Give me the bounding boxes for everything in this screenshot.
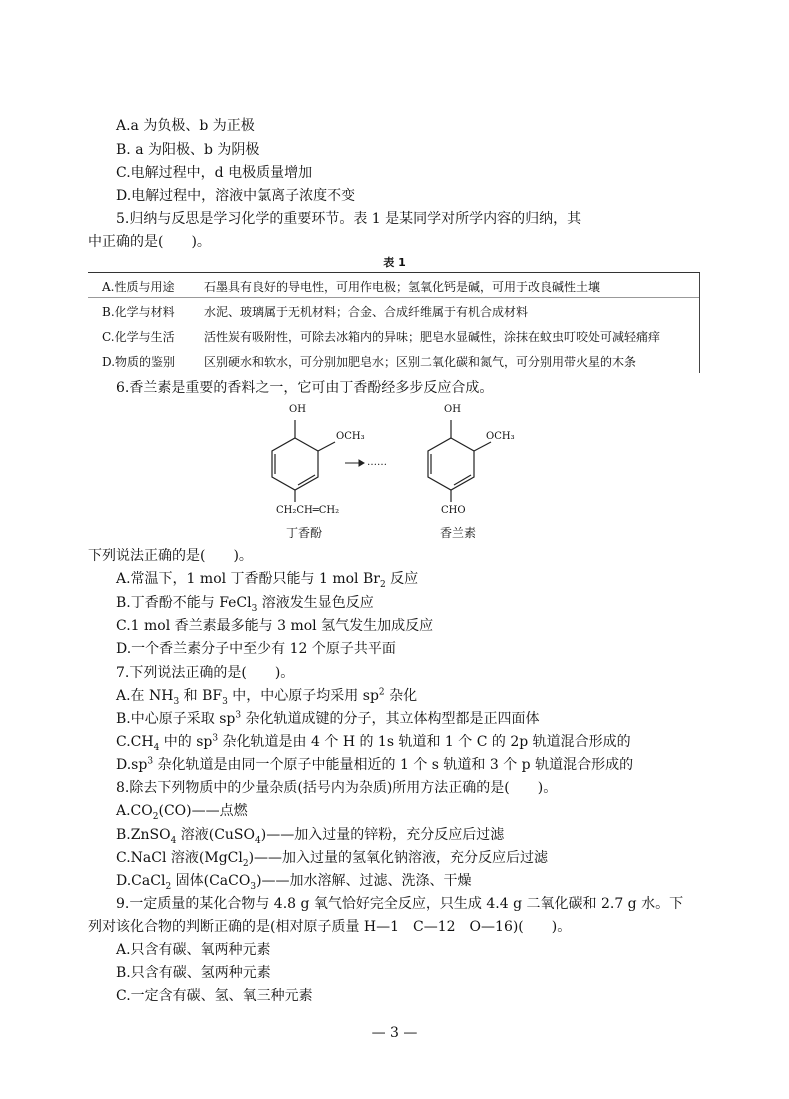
eugenol-name: 丁香酚 <box>286 526 323 540</box>
vanillin-name: 香兰素 <box>440 526 477 540</box>
table-row-b-topic: B.化学与材料 <box>102 305 175 319</box>
q8-stem: 8.除去下列物质中的少量杂质(括号内为杂质)所用方法正确的是( )。 <box>116 780 558 796</box>
q4-option-a: A.a 为负极、b 为正极 <box>116 118 255 134</box>
q6-option-b: B.丁香酚不能与 FeCl$_3$ 溶液发生显色反应 <box>116 595 374 614</box>
q6-option-a: A.常温下，1 mol 丁香酚只能与 1 mol $Br_2$ 反应 <box>116 571 419 590</box>
eugenol-substituent-label: CH₂CH═CH₂ <box>276 505 340 516</box>
q9-option-c: C.一定含有碳、氢、氧三种元素 <box>116 988 313 1004</box>
table-row-a-content: 石墨具有良好的导电性，可用作电极；氢氧化钙是碱，可用于改良碱性土壤 <box>204 280 601 294</box>
q4-option-d: D.电解过程中，溶液中氯离子浓度不变 <box>116 188 356 204</box>
molecule-structures <box>255 400 535 510</box>
vanillin-och3-label: OCH₃ <box>486 431 515 442</box>
reaction-arrow <box>345 460 364 466</box>
table-row-d-content: 区别硬水和软水，可分别加肥皂水；区别二氧化碳和氮气，可分别用带火星的木条 <box>204 355 637 369</box>
q7-option-d: $D.sp^3$ 杂化轨道是由同一个原子中能量相近的 1 个 s 轨道和 3 个 p 轨道混合形成的 <box>116 756 634 773</box>
eugenol-och3-label: OCH₃ <box>336 431 365 442</box>
q6-question: 下列说法正确的是( )。 <box>88 548 253 564</box>
q8-option-c: C.NaCl 溶液(MgCl$_2$)——加入过量的氢氧化钠溶液，充分反应后过滤 <box>116 850 549 869</box>
q8-option-b: B.ZnSO$_4$ 溶液(CuSO$_4$)——加入过量的锌粉，充分反应后过滤 <box>116 827 505 846</box>
eugenol-oh-label: OH <box>289 404 306 415</box>
table-row-d-topic: D.物质的鉴别 <box>102 355 176 369</box>
page-number: — 3 — <box>371 1025 418 1041</box>
q7-stem: 7.下列说法正确的是( )。 <box>116 665 295 681</box>
q6-stem: 6.香兰素是重要的香料之一，它可由丁香酚经多步反应合成。 <box>116 380 494 396</box>
summary-table <box>88 272 700 373</box>
q6-option-d: D.一个香兰素分子中至少有 12 个原子共平面 <box>116 641 396 657</box>
q9-option-b: B.只含有碳、氢两种元素 <box>116 965 271 981</box>
q4-option-b: B. a 为阳极、b 为阴极 <box>116 142 260 158</box>
vanillin-ring <box>428 420 491 502</box>
table-row-c-topic: C.化学与生活 <box>102 330 175 344</box>
vanillin-oh-label: OH <box>444 404 461 415</box>
q7-option-b: B.中心原子采取 $sp^3$ 杂化轨道成键的分子，其立体构型都是正四面体 <box>116 710 540 727</box>
q7-option-c: $C.CH_4$ 中的 $sp^3$ 杂化轨道是由 4 个 H 的 1s 轨道和 1 个 C 的 2p 轨道混合形成的 <box>116 733 631 753</box>
q9-stem-line1: 9.一定质量的某化合物与 4.8 g 氧气恰好完全反应，只生成 4.4 g 二氧化碳和 2.7 g 水。下 <box>116 896 684 912</box>
q7-option-a: A.在 $NH_3$ 和 $BF_3$ 中，中心原子均采用 $sp^2$ 杂化 <box>116 687 418 707</box>
q4-option-c: C.电解过程中，d 电极质量增加 <box>116 165 313 181</box>
eugenol-ring <box>272 420 335 502</box>
table-title: 表 1 <box>383 256 406 269</box>
q9-option-a: A.只含有碳、氧两种元素 <box>116 942 271 958</box>
q9-stem-line2: 列对该化合物的判断正确的是(相对原子质量 H—1 C—12 O—16)( )。 <box>88 919 572 935</box>
table-row-a-topic: A.性质与用途 <box>102 280 175 294</box>
table-row-b-content: 水泥、玻璃属于无机材料；合金、合成纤维属于有机合成材料 <box>204 305 529 319</box>
q6-option-c: C.1 mol 香兰素最多能与 3 mol 氢气发生加成反应 <box>116 618 434 634</box>
q5-stem-line1: 5.归纳与反思是学习化学的重要环节。表 1 是某同学对所学内容的归纳，其 <box>116 211 582 227</box>
q5-stem-line2: 中正确的是( )。 <box>88 234 211 250</box>
vanillin-substituent-label: CHO <box>441 505 466 516</box>
q8-option-a: $A.CO_2(CO)——$点燃 <box>116 803 248 822</box>
q8-option-d: D.CaCl$_2$ 固体(CaCO$_3$)——加水溶解、过滤、洗涤、干燥 <box>116 873 472 892</box>
reaction-dots: …… <box>367 457 387 468</box>
table-row-c-content: 活性炭有吸附性，可除去冰箱内的异味；肥皂水显碱性，涂抹在蚊虫叮咬处可减轻痛痒 <box>204 330 661 344</box>
